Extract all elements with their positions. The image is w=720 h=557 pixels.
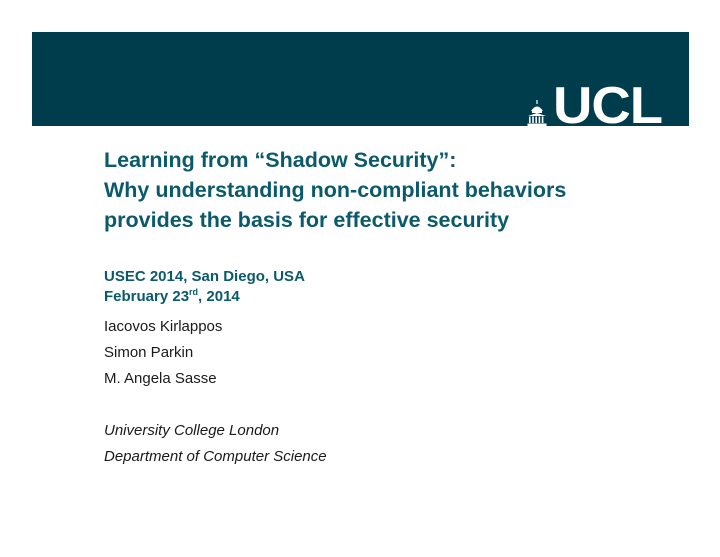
- title-line-2: Why understanding non-compliant behaviors: [104, 178, 567, 202]
- affiliation: [104, 418, 327, 470]
- author-name: Iacovos Kirlappos: [104, 318, 223, 335]
- event-date-ordinal: rd: [189, 287, 199, 297]
- author-name: Simon Parkin: [104, 344, 194, 361]
- title-line-3: provides the basis for effective security: [104, 208, 510, 232]
- event-info: [104, 267, 305, 307]
- event-venue: USEC 2014, San Diego, USA: [104, 268, 305, 285]
- slide-title: [104, 145, 704, 235]
- author-name: M. Angela Sasse: [104, 370, 217, 387]
- event-date-suffix: , 2014: [198, 288, 240, 305]
- event-date: [104, 287, 305, 307]
- portico-dome-icon: [527, 100, 547, 126]
- author-list: [104, 314, 222, 392]
- ucl-logo-text: UCL: [553, 77, 663, 135]
- title-line-1: Learning from “Shadow Security”:: [104, 148, 457, 172]
- affiliation-department: Department of Computer Science: [104, 448, 327, 465]
- event-date-prefix: February 23: [104, 288, 190, 305]
- affiliation-university: University College London: [104, 422, 280, 439]
- ucl-logo: [527, 76, 663, 135]
- header-banner: [32, 32, 689, 135]
